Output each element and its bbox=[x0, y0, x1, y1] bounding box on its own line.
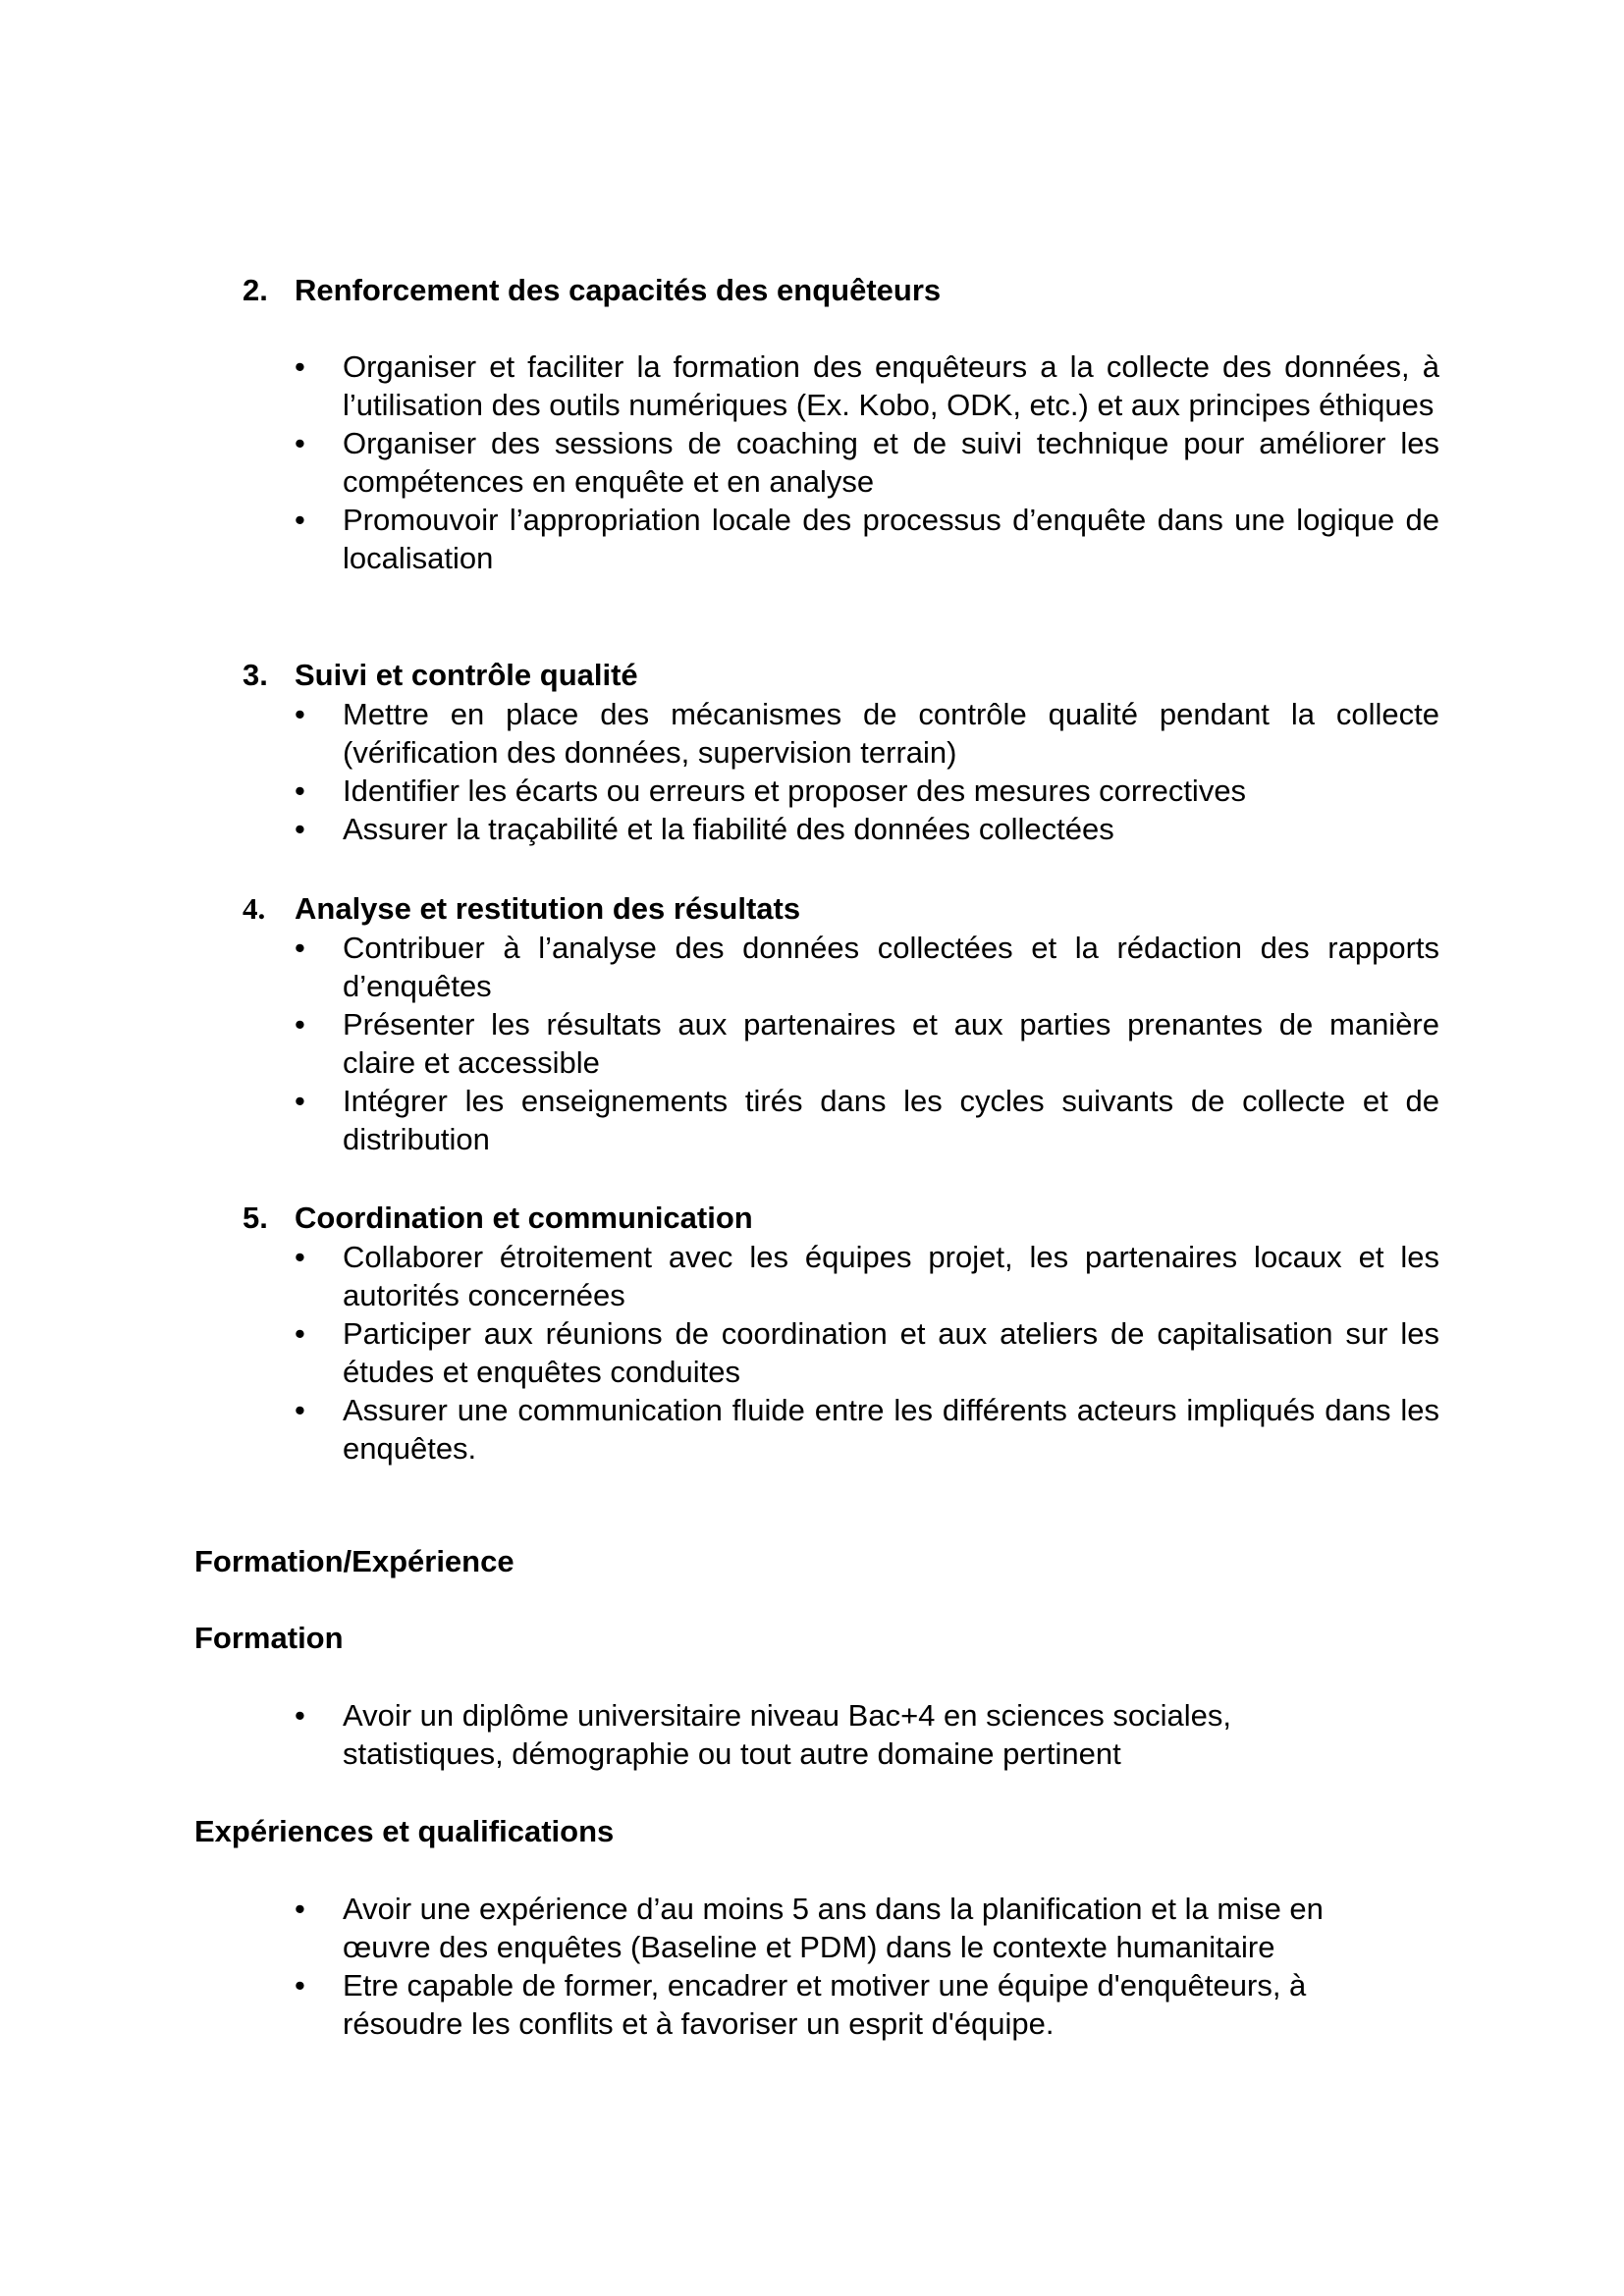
bullet-icon: • bbox=[295, 1393, 305, 1427]
list-item: • Assurer la traçabilité et la fiabilité des données collectées bbox=[295, 812, 1114, 846]
bullet-icon: • bbox=[295, 1968, 305, 2002]
section-5-heading bbox=[243, 1199, 753, 1237]
section-4-title: Analyse et restitution des résultats bbox=[295, 891, 801, 926]
list-item: • Identifier les écarts ou erreurs et proposer des mesures correctives bbox=[295, 774, 1247, 808]
bullet-icon: • bbox=[295, 426, 305, 460]
section-2-heading bbox=[243, 271, 941, 309]
section-2-title: Renforcement des capacités des enquêteurs bbox=[295, 273, 942, 307]
formation-heading: Formation bbox=[194, 1621, 344, 1655]
bullet-icon: • bbox=[295, 1007, 305, 1041]
list-item: • Organiser des sessions de coaching et de suivi technique pour améliorer les compétences en enquête et en analyse bbox=[295, 426, 1439, 499]
bullet-icon: • bbox=[295, 931, 305, 965]
section-3-heading bbox=[243, 656, 638, 694]
section-4-list bbox=[295, 929, 1439, 1158]
bullet-icon: • bbox=[295, 1084, 305, 1118]
list-item: • Etre capable de former, encadrer et motiver une équipe d'enquêteurs, à résoudre les conflits et à favoriser un esprit d'équipe. bbox=[295, 1968, 1307, 2041]
list-item: • Mettre en place des mécanismes de contrôle qualité pendant la collecte (vérification des données, supervision terrain) bbox=[295, 697, 1439, 770]
bullet-icon: • bbox=[295, 1698, 305, 1733]
formation-list bbox=[295, 1696, 1439, 1773]
section-5-number: 5. bbox=[243, 1201, 268, 1235]
bullet-icon: • bbox=[295, 774, 305, 808]
bullet-icon: • bbox=[295, 503, 305, 537]
bullet-icon: • bbox=[295, 1240, 305, 1274]
list-item: • Intégrer les enseignements tirés dans les cycles suivants de collecte et de distribution bbox=[295, 1084, 1439, 1156]
list-item: • Organiser et faciliter la formation des enquêteurs a la collecte des données, à l’utilisation des outils numériques (Ex. Kobo, ODK, etc.) et aux principes éthiques bbox=[295, 349, 1439, 422]
bullet-icon: • bbox=[295, 697, 305, 731]
section-5-list bbox=[295, 1238, 1439, 1468]
list-item: • Participer aux réunions de coordination et aux ateliers de capitalisation sur les études et enquêtes conduites bbox=[295, 1316, 1439, 1389]
list-item: • Avoir un diplôme universitaire niveau Bac+4 en sciences sociales, statistiques, démographie ou tout autre domaine pertinent bbox=[295, 1698, 1231, 1771]
section-3-title: Suivi et contrôle qualité bbox=[295, 658, 638, 692]
list-item: • Promouvoir l’appropriation locale des processus d’enquête dans une logique de localisation bbox=[295, 503, 1439, 575]
list-item: • Avoir une expérience d’au moins 5 ans dans la planification et la mise en œuvre des enquêtes (Baseline et PDM) dans le contexte humanitaire bbox=[295, 1892, 1324, 1964]
list-item: • Contribuer à l’analyse des données collectées et la rédaction des rapports d’enquêtes bbox=[295, 931, 1439, 1003]
experiences-list bbox=[295, 1890, 1439, 2043]
section-3-number: 3. bbox=[243, 658, 268, 692]
section-4-heading bbox=[243, 889, 800, 928]
list-item: • Présenter les résultats aux partenaires et aux parties prenantes de manière claire et accessible bbox=[295, 1007, 1439, 1080]
bullet-icon: • bbox=[295, 1316, 305, 1351]
bullet-icon: • bbox=[295, 1892, 305, 1926]
section-5-title: Coordination et communication bbox=[295, 1201, 753, 1235]
list-item: • Assurer une communication fluide entre les différents acteurs impliqués dans les enquêtes. bbox=[295, 1393, 1439, 1466]
section-4-number: 4. bbox=[243, 891, 266, 926]
section-2-number: 2. bbox=[243, 273, 268, 307]
formation-experience-heading: Formation/Expérience bbox=[194, 1544, 514, 1578]
section-3-list bbox=[295, 695, 1439, 848]
bullet-icon: • bbox=[295, 812, 305, 846]
list-item: • Collaborer étroitement avec les équipes projet, les partenaires locaux et les autorités concernées bbox=[295, 1240, 1439, 1312]
experiences-heading: Expériences et qualifications bbox=[194, 1814, 615, 1848]
bullet-icon: • bbox=[295, 349, 305, 384]
section-2-list bbox=[295, 347, 1439, 577]
